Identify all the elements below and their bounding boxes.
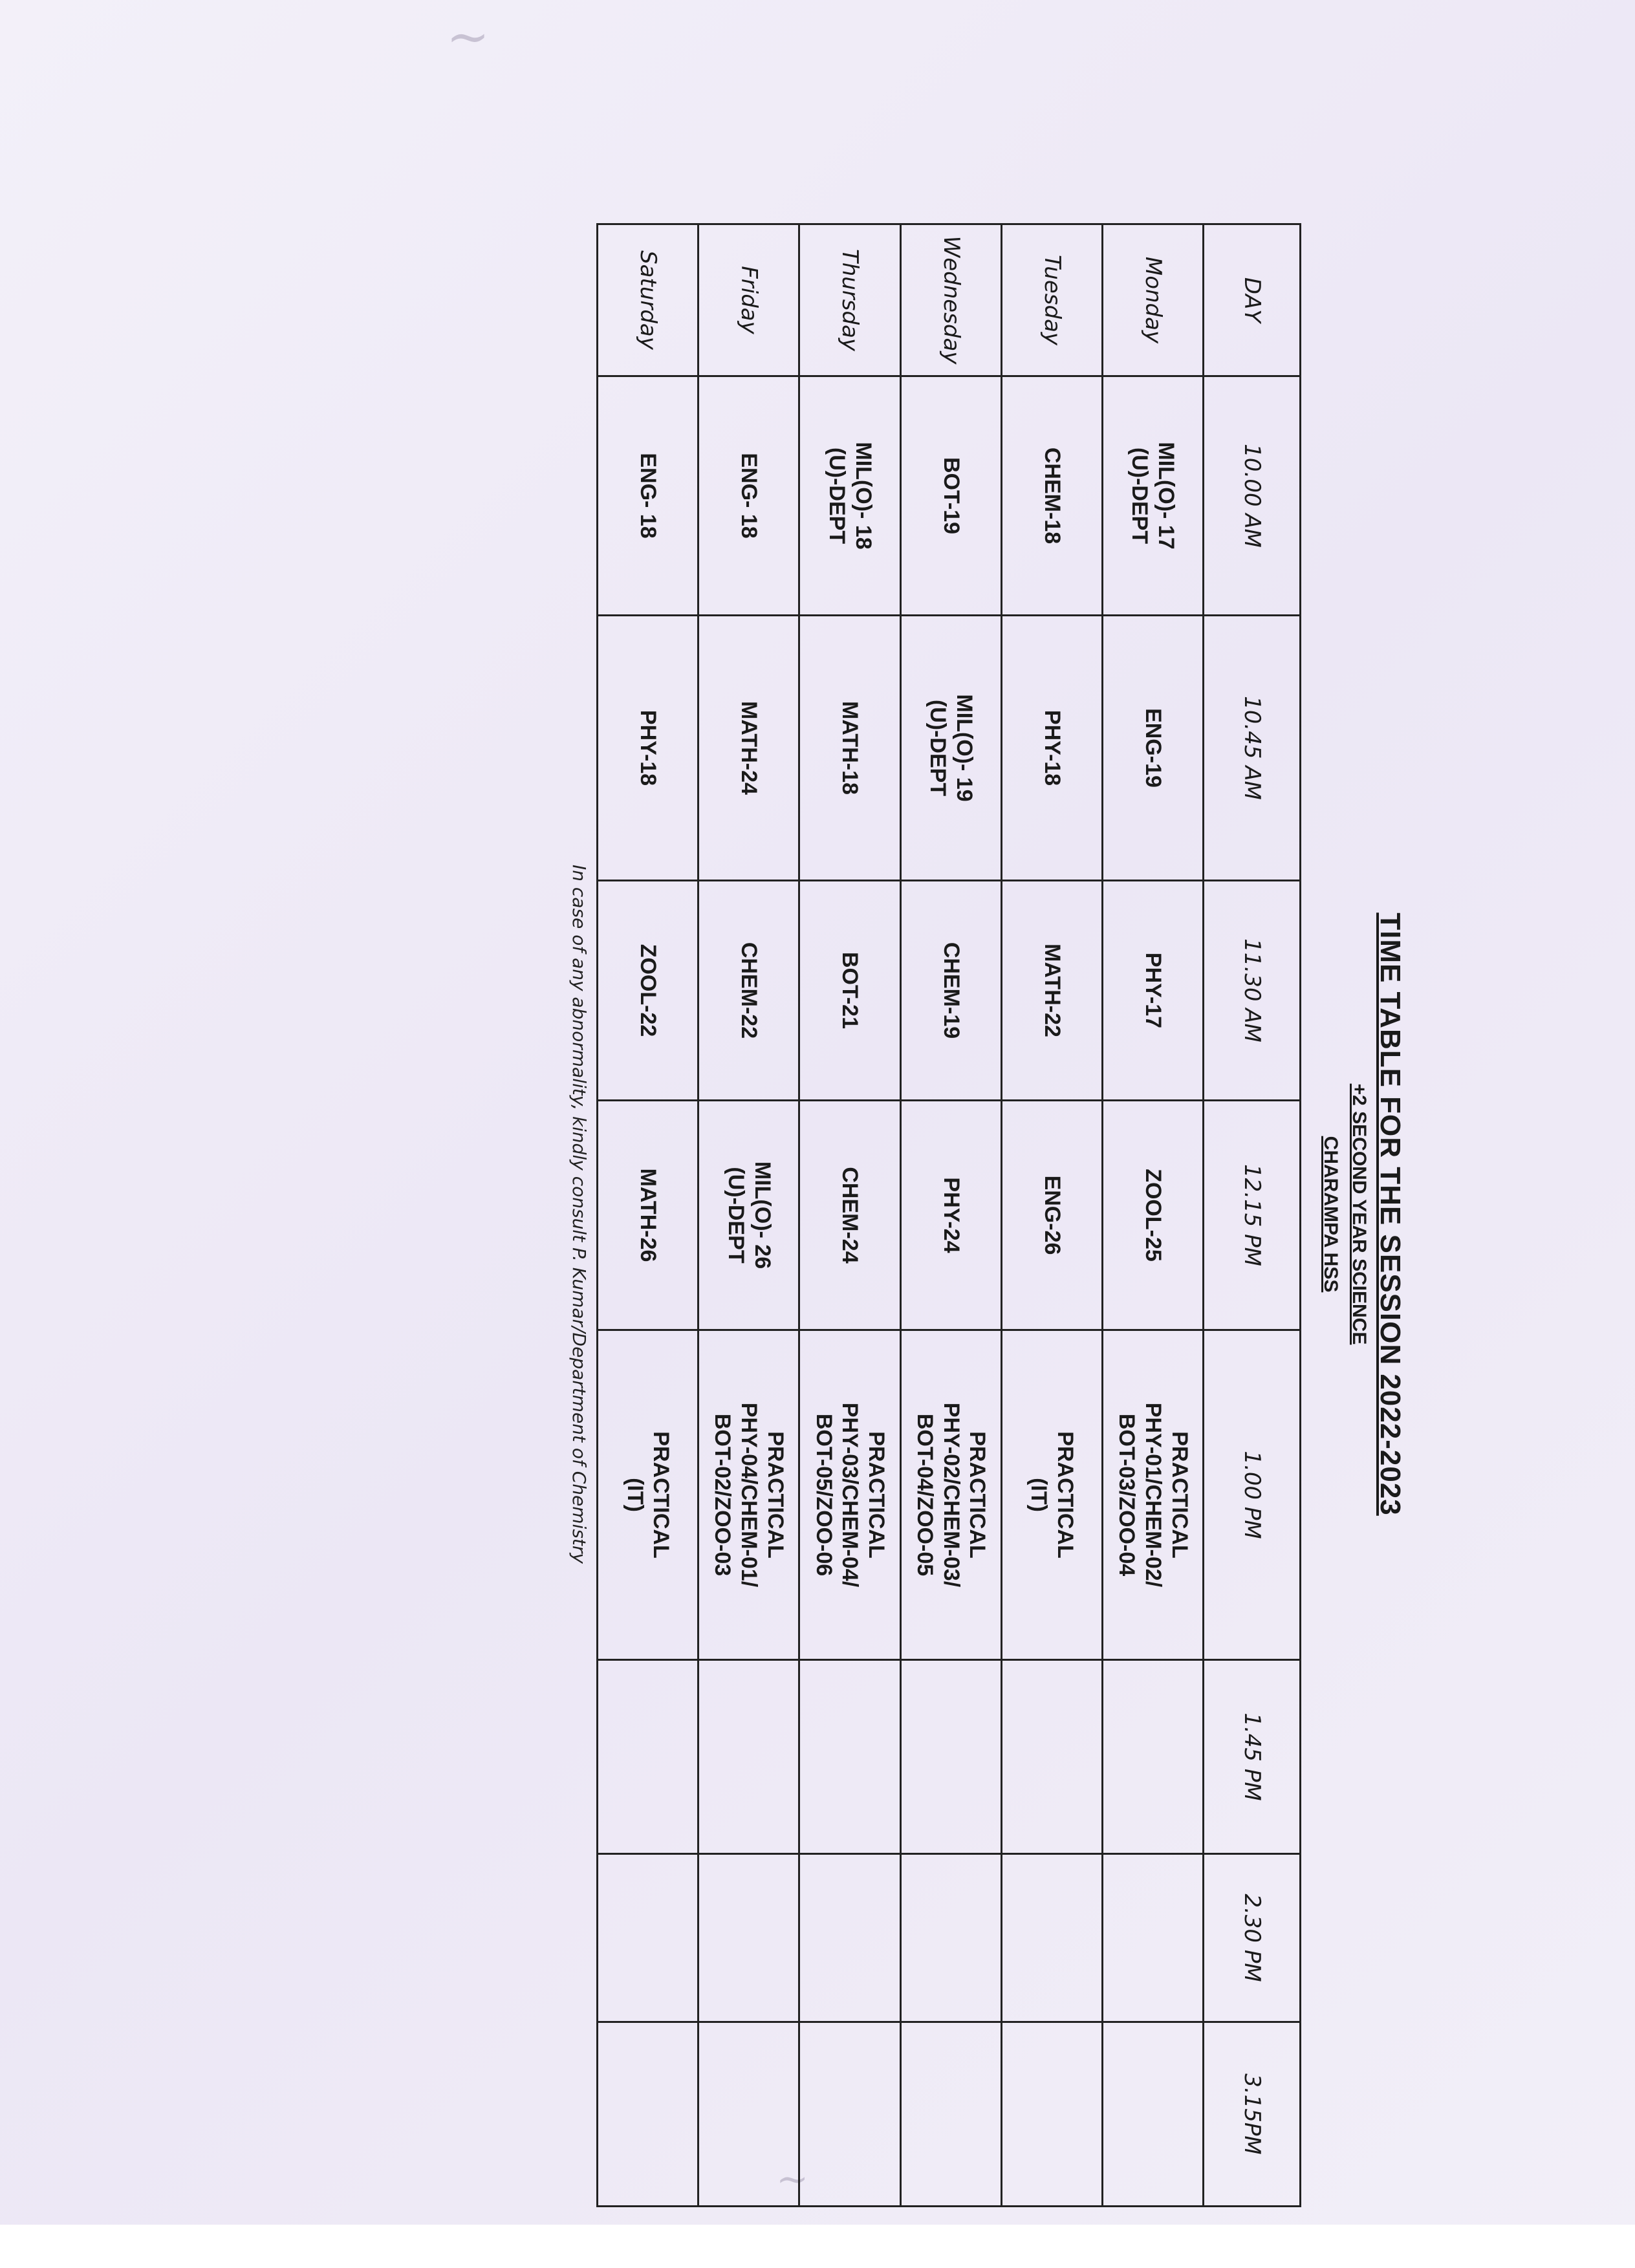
subject-cell (900, 1660, 1001, 1854)
subject-cell (799, 1330, 900, 1660)
header-row (1204, 224, 1301, 2207)
subject-text: CHEM-18 (1039, 447, 1065, 545)
subject-text: BOT-19 (938, 457, 964, 535)
table-row (698, 224, 799, 2207)
subject-text: (U)-DEPT (1127, 447, 1153, 545)
subject-text: PHY-18 (1039, 709, 1065, 786)
subject-cell (900, 881, 1001, 1101)
subject-text: ENG- 18 (737, 453, 762, 539)
subject-cell (698, 376, 799, 616)
title-block (1295, 223, 1424, 2205)
time-slot-header: 11.30 AM (1204, 881, 1301, 1101)
subject-cell (598, 616, 698, 881)
subject-cell (799, 881, 900, 1101)
subject-cell (1102, 616, 1203, 881)
subject-cell (698, 616, 799, 881)
subject-text: MIL(O)- 19 (951, 694, 977, 802)
subject-cell (698, 1660, 799, 1854)
subject-text: PHY-24 (938, 1177, 964, 1253)
subject-cell (1001, 1854, 1102, 2022)
subject-cell (900, 1854, 1001, 2022)
subject-text: MIL(O)- 26 (750, 1161, 775, 1269)
day-cell: Monday (1102, 224, 1203, 376)
subject-text: ENG-19 (1140, 708, 1165, 788)
subject-text: PHY-03/CHEM-04/ (838, 1402, 863, 1588)
subject-text: CHEM-19 (938, 942, 964, 1039)
time-slot-header: 1.45 PM (1204, 1660, 1301, 1854)
subject-cell (598, 1330, 698, 1660)
subject-text: MATH-22 (1039, 944, 1065, 1037)
subject-cell (698, 2022, 799, 2207)
subject-cell (598, 376, 698, 616)
subject-text: CHEM-24 (838, 1167, 863, 1264)
subject-cell (1001, 1660, 1102, 1854)
subject-text: MATH-26 (636, 1168, 661, 1262)
subject-cell (1102, 2022, 1203, 2207)
subject-cell (900, 616, 1001, 881)
subject-text: ENG-26 (1039, 1175, 1065, 1255)
subject-text: BOT-03/ZOO-04 (1114, 1413, 1140, 1577)
subject-cell (1102, 1101, 1203, 1330)
subject-text: ZOOL-25 (1140, 1169, 1165, 1262)
subject-cell (799, 1660, 900, 1854)
time-slot-header: 10.45 AM (1204, 616, 1301, 881)
subject-text: PHY-01/CHEM-02/ (1140, 1402, 1165, 1588)
subject-text: BOT-05/ZOO-06 (811, 1413, 836, 1577)
subject-text: CHEM-22 (737, 942, 762, 1039)
subject-cell (799, 616, 900, 881)
subject-text: (IT) (1026, 1478, 1052, 1512)
subject-cell (799, 2022, 900, 2207)
subject-text: MATH-24 (737, 701, 762, 795)
table-row (1102, 224, 1203, 2207)
subject-text: MIL(O)- 17 (1154, 442, 1179, 550)
subject-cell (900, 1101, 1001, 1330)
timetable-sheet (493, 223, 1424, 2205)
subject-text: PHY-02/CHEM-03/ (938, 1402, 964, 1588)
subject-cell (1102, 881, 1203, 1101)
subject-cell (598, 881, 698, 1101)
school-name: CHARAMPA HSS (1320, 1136, 1341, 1293)
subject-text: PHY-17 (1140, 952, 1165, 1029)
footnote: In case of any abnormality, kindly consult P. Kumar/Department of Chemistry (568, 865, 590, 1564)
time-slot-header: 1.00 PM (1204, 1330, 1301, 1660)
subject-cell (1001, 1330, 1102, 1660)
subject-cell (598, 1854, 698, 2022)
table-row (799, 224, 900, 2207)
subject-cell (698, 1101, 799, 1330)
subject-text: ZOOL-22 (636, 944, 661, 1037)
day-cell: Friday (698, 224, 799, 376)
subject-cell (598, 1660, 698, 1854)
table-row (900, 224, 1001, 2207)
scan-bottom-edge (0, 2225, 1635, 2268)
subject-cell (799, 1101, 900, 1330)
subject-text: PRACTICAL (965, 1431, 990, 1559)
subject-cell (1102, 376, 1203, 616)
subject-cell (1102, 1854, 1203, 2022)
subject-cell (1001, 376, 1102, 616)
subject-cell (698, 1330, 799, 1660)
page-subtitle: +2 SECOND YEAR SCIENCE (1348, 1083, 1370, 1345)
day-cell: Tuesday (1001, 224, 1102, 376)
handwritten-note-bottom: ~ (776, 2157, 809, 2202)
subject-cell (1001, 881, 1102, 1101)
table-row (598, 224, 698, 2207)
subject-cell (1102, 1330, 1203, 1660)
handwritten-note-top: ~ (446, 6, 490, 67)
subject-text: PRACTICAL (1167, 1431, 1192, 1559)
time-slot-header: 3.15PM (1204, 2022, 1301, 2207)
subject-text: (U)-DEPT (926, 699, 951, 797)
day-cell: Wednesday (900, 224, 1001, 376)
table-row (1001, 224, 1102, 2207)
subject-cell (900, 376, 1001, 616)
subject-cell (1001, 1101, 1102, 1330)
subject-text: (IT) (622, 1478, 647, 1512)
subject-text: PRACTICAL (649, 1431, 674, 1559)
time-slot-header: 10.00 AM (1204, 376, 1301, 616)
subject-text: (U)-DEPT (824, 447, 849, 545)
subject-cell (799, 1854, 900, 2022)
subject-text: MATH-18 (838, 701, 863, 795)
time-slot-header: 12.15 PM (1204, 1101, 1301, 1330)
subject-text: PRACTICAL (763, 1431, 788, 1559)
timetable-body (598, 224, 1204, 2207)
subject-cell (900, 2022, 1001, 2207)
subject-text: ENG- 18 (636, 453, 661, 539)
subject-text: BOT-04/ZOO-05 (912, 1413, 937, 1577)
subject-text: BOT-02/ZOO-03 (710, 1413, 735, 1577)
subject-text: PRACTICAL (864, 1431, 889, 1559)
day-column-header: DAY (1204, 224, 1301, 376)
subject-cell (698, 881, 799, 1101)
subject-text: MIL(O)- 18 (850, 442, 876, 550)
subject-text: PHY-18 (636, 709, 661, 786)
subject-cell (1001, 616, 1102, 881)
subject-text: BOT-21 (838, 951, 863, 1030)
subject-text: PHY-04/CHEM-01/ (737, 1402, 762, 1588)
subject-cell (698, 1854, 799, 2022)
subject-cell (900, 1330, 1001, 1660)
subject-cell (1001, 2022, 1102, 2207)
page-title: TIME TABLE FOR THE SESSION 2022-2023 (1374, 913, 1406, 1516)
subject-cell (799, 376, 900, 616)
timetable (596, 223, 1301, 2207)
subject-text: (U)-DEPT (723, 1167, 748, 1264)
subject-text: PRACTICAL (1053, 1431, 1078, 1559)
day-cell: Thursday (799, 224, 900, 376)
subject-cell (598, 1101, 698, 1330)
subject-cell (1102, 1660, 1203, 1854)
subject-cell (598, 2022, 698, 2207)
day-cell: Saturday (598, 224, 698, 376)
time-slot-header: 2.30 PM (1204, 1854, 1301, 2022)
